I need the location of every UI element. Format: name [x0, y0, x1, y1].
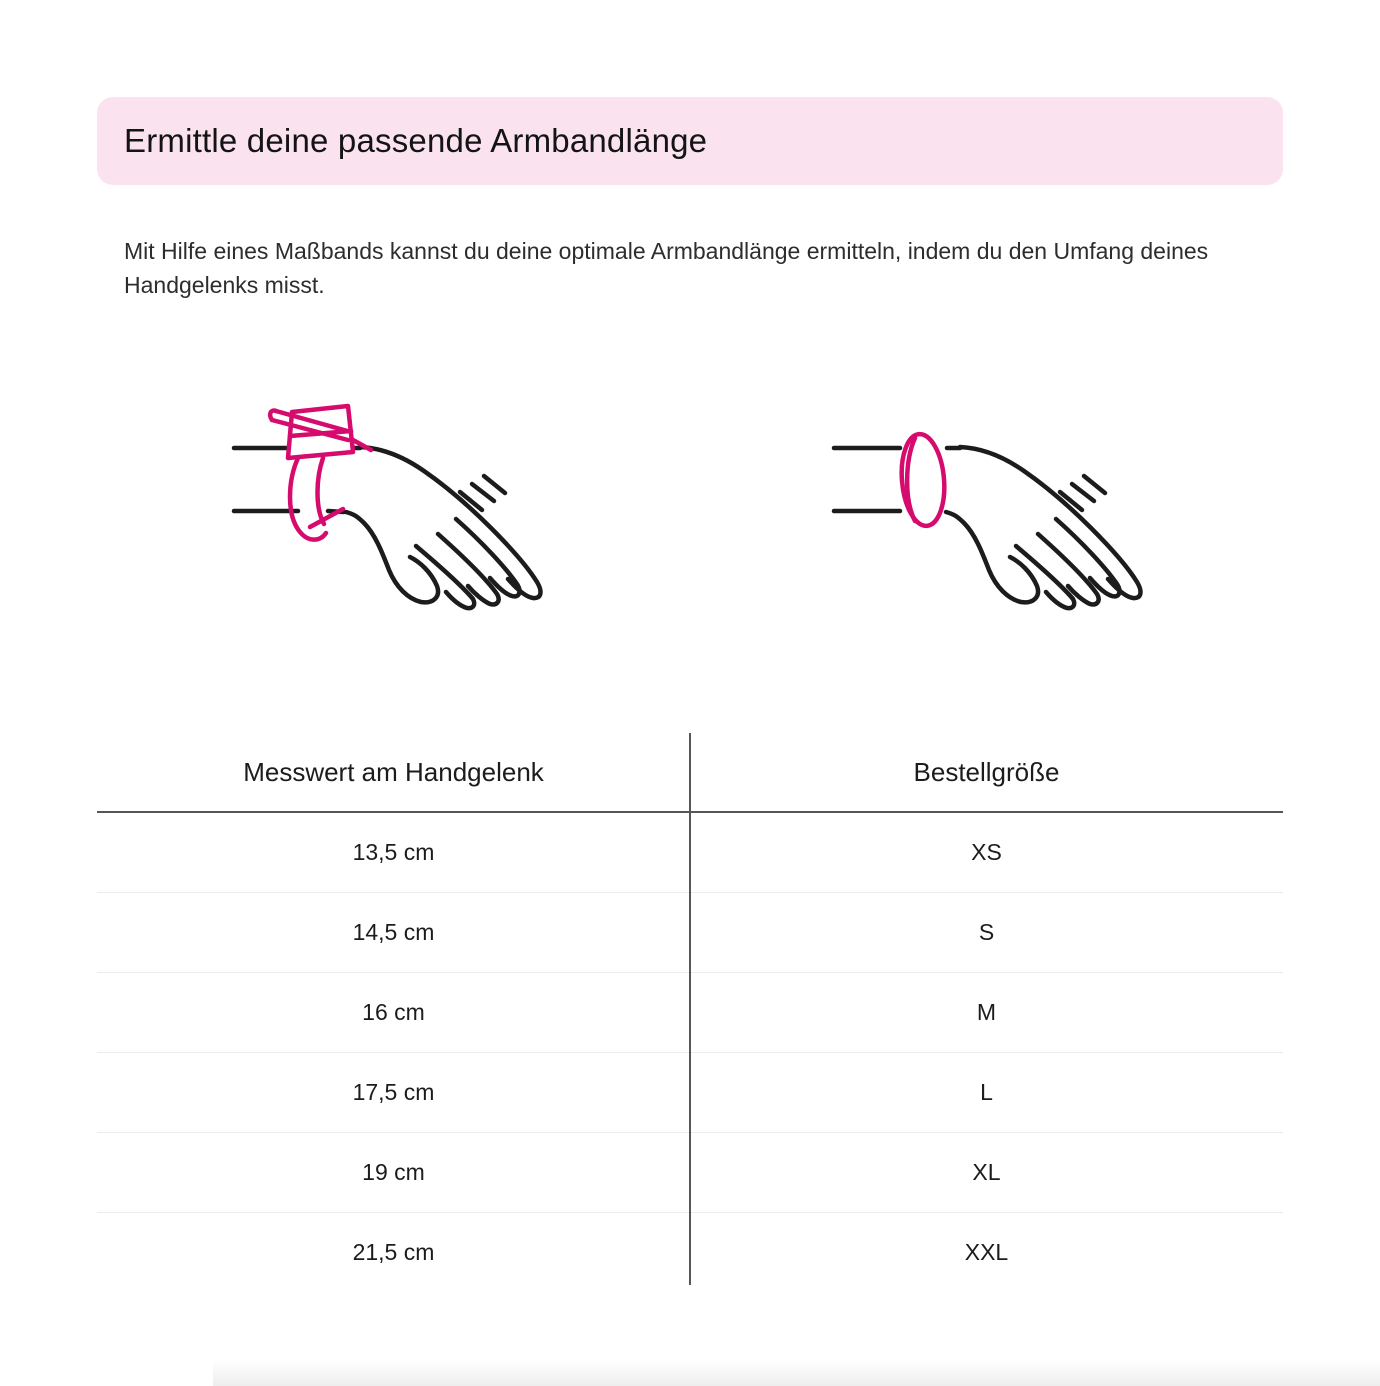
- measuring-tape-illustration: [220, 380, 620, 640]
- column-header-measurement: Messwert am Handgelenk: [243, 756, 544, 787]
- size-cell: S: [978, 919, 995, 945]
- measurement-cell: 13,5 cm: [352, 839, 435, 865]
- measurement-cell: 14,5 cm: [352, 919, 435, 945]
- hand-outline: [834, 447, 1140, 608]
- size-cell: XXL: [964, 1239, 1009, 1265]
- column-header-size: Bestellgröße: [913, 756, 1060, 787]
- hand-outline: [234, 447, 540, 608]
- section-title: Ermittle deine passende Armbandlänge: [124, 122, 708, 159]
- size-cell: XL: [972, 1159, 1001, 1185]
- measurement-cell: 16 cm: [362, 999, 425, 1025]
- section-header-banner: [97, 97, 1283, 185]
- measurement-cell: 19 cm: [362, 1159, 425, 1185]
- size-cell: L: [980, 1079, 993, 1105]
- size-cell: XS: [971, 839, 1002, 865]
- measuring-tape: [270, 406, 371, 540]
- intro-text: Mit Hilfe eines Maßbands kannst du deine optimale Armbandlänge ermitteln, indem du den Umfang deines Handgelenks misst.: [124, 238, 1209, 298]
- table-column-divider: [689, 733, 691, 1285]
- bracelet-illustration: [820, 380, 1220, 640]
- size-cell: M: [976, 999, 997, 1025]
- bracelet-band: [898, 432, 948, 527]
- measurement-cell: 17,5 cm: [352, 1079, 435, 1105]
- next-section-edge: [213, 1360, 1380, 1386]
- measurement-cell: 21,5 cm: [352, 1239, 435, 1265]
